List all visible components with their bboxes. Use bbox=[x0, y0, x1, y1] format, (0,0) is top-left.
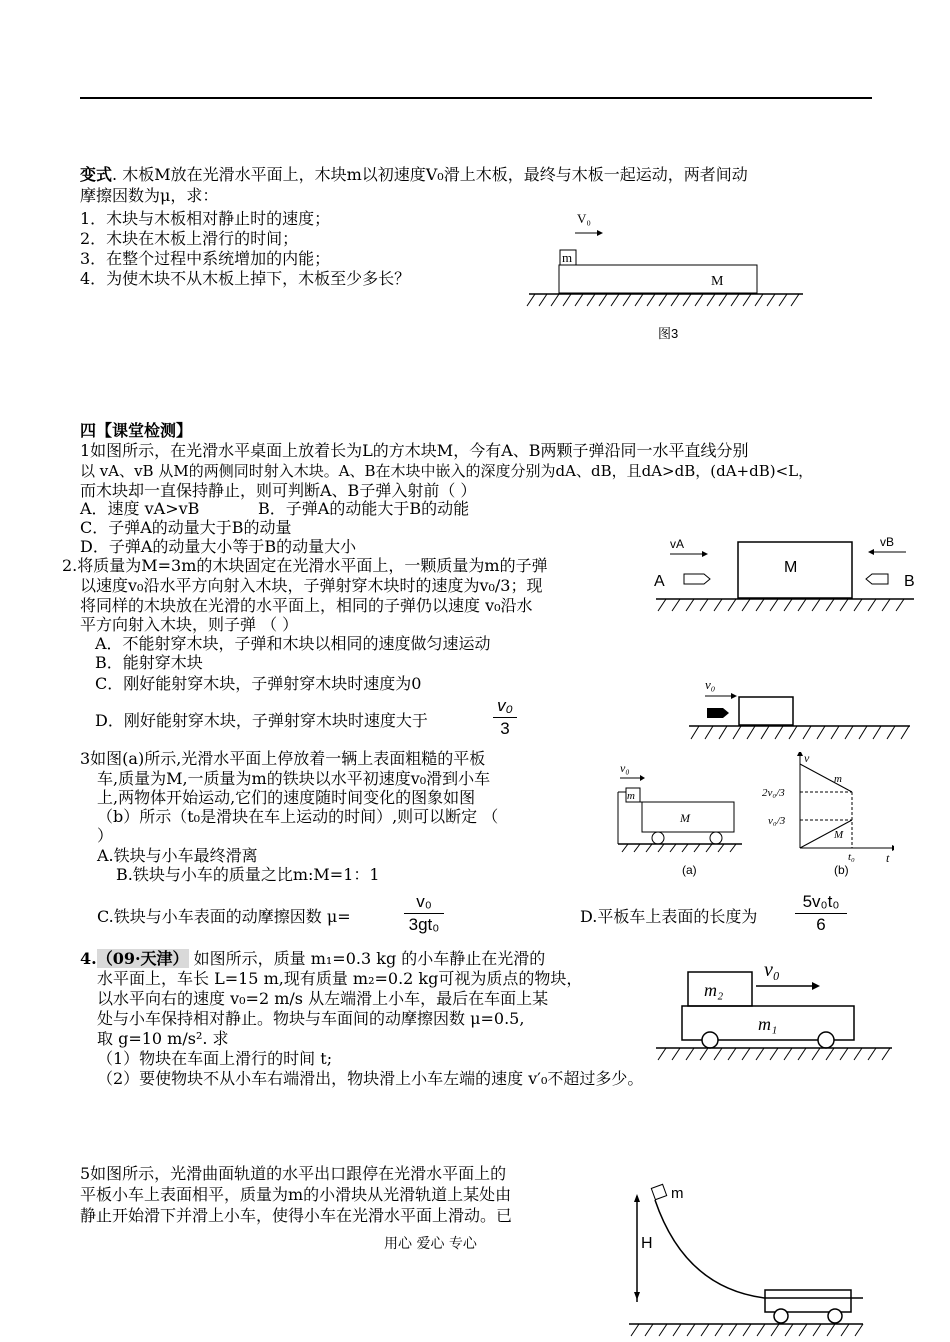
p3-option-a: A.铁块与小车最终滑离 bbox=[97, 846, 258, 865]
p4-line1: 4.（09·天津） 如图所示，质量 m₁=0.3 kg 的小车静止在光滑的 bbox=[80, 949, 546, 968]
p3-fraction-mu: v₀ 3gt₀ bbox=[404, 892, 444, 935]
header-rule bbox=[80, 97, 872, 99]
fig3-caption: 图3 bbox=[658, 326, 679, 341]
p2-fraction-v0-over-3: v₀ 3 bbox=[493, 696, 517, 739]
graph-line-m bbox=[800, 764, 852, 792]
p1-line1: 1如图所示，在光滑水平桌面上放着长为L的方木块M，今有A、B两颗子弹沿同一水平直线分别 bbox=[80, 441, 749, 460]
p1-line2: 以 vA、vB 从M的两侧同时射入木块。A、B在木块中嵌入的深度分别为dA、dB，且dA>dB，(dA+dB)<L， bbox=[80, 462, 814, 480]
p4-question-1: （1）物块在车面上滑行的时间 t; bbox=[97, 1049, 333, 1068]
p3-line2: 车,质量为M,一质量为m的铁块以水平初速度v₀滑到小车 bbox=[97, 769, 491, 788]
fig3-v0-label: V₀ bbox=[577, 211, 591, 226]
variant-q3: 3．在整个过程中系统增加的内能； bbox=[80, 249, 331, 268]
p2-line4: 平方向射入木块，则子弹 （ ） bbox=[80, 615, 299, 634]
p2-option-b: B．能射穿木块 bbox=[95, 653, 203, 672]
p3-line1: 3如图(a)所示,光滑水平面上停放着一辆上表面粗糙的平板 bbox=[80, 749, 486, 768]
p4-line5: 取 g=10 m/s². 求 bbox=[97, 1029, 229, 1048]
bullet bbox=[707, 708, 729, 718]
graph-line-M bbox=[800, 820, 852, 848]
variant-q4: 4．为使木块不从木板上掉下，木板至少多长？ bbox=[80, 269, 411, 288]
svg-text:M: M bbox=[784, 559, 798, 576]
p1-option-a: A．速度 vA>vB bbox=[80, 499, 200, 518]
variant-q2: 2．木块在木板上滑行的时间； bbox=[80, 229, 299, 248]
figure-p3-cart-and-graph bbox=[612, 752, 894, 880]
svg-text:A: A bbox=[654, 573, 665, 590]
svg-text:m₂: m₂ bbox=[704, 980, 724, 1000]
curved-track bbox=[655, 1200, 765, 1298]
svg-text:m: m bbox=[627, 790, 635, 802]
svg-text:v₀: v₀ bbox=[764, 959, 780, 981]
p4-line2: 水平面上，车长 L=15 m,现有质量 m₂=0.2 kg可视为质点的物块， bbox=[97, 969, 583, 988]
p3-option-c: C.铁块与小车表面的动摩擦因数 μ= bbox=[97, 907, 351, 926]
svg-text:t: t bbox=[886, 851, 890, 865]
svg-text:M: M bbox=[834, 829, 844, 841]
p1-option-b: B．子弹A的动能大于B的动能 bbox=[258, 499, 470, 518]
svg-text:m: m bbox=[834, 773, 842, 785]
p3-fraction-length: 5v₀t₀ 6 bbox=[795, 892, 847, 935]
p4-line3: 以水平向右的速度 v₀=2 m/s 从左端滑上小车，最后在车面上某 bbox=[97, 989, 549, 1008]
svg-text:m₁: m₁ bbox=[758, 1014, 778, 1034]
bullet-b bbox=[866, 574, 888, 584]
svg-text:(a): (a) bbox=[682, 863, 697, 877]
p2-option-d: D．刚好能射穿木块，子弹射穿木块时速度大于 bbox=[95, 711, 428, 730]
p4-question-2: （2）要使物块不从小车右端滑出，物块滑上小车左端的速度 v′₀不超过多少。 bbox=[97, 1069, 644, 1088]
svg-text:B: B bbox=[904, 573, 915, 590]
variant-q1: 1．木块与木板相对静止时的速度； bbox=[80, 209, 331, 228]
variant-line1: 变式. 木板M放在光滑水平面上，木块m以初速度V₀滑上木板，最终与木板一起运动，两者间动 bbox=[80, 165, 748, 184]
p4-line4: 处与小车保持相对静止。物块与车面间的动摩擦因数 μ=0.5, bbox=[97, 1009, 525, 1028]
p1-option-d: D．子弹A的动量大小等于B的动量大小 bbox=[80, 537, 357, 556]
svg-text:m: m bbox=[562, 250, 573, 265]
p2-option-c: C．刚好能射穿木块，子弹射穿木块时速度为0 bbox=[95, 674, 422, 693]
p3-line4: （b）所示（t₀是滑块在车上运动的时间）,则可以断定 （ bbox=[97, 807, 499, 826]
figure-p5-track-cart bbox=[625, 1178, 865, 1342]
bullet-a bbox=[684, 574, 710, 584]
figure-3-board-block bbox=[525, 205, 810, 345]
svg-text:v₀: v₀ bbox=[620, 761, 630, 775]
fig-p5-block-m bbox=[651, 1184, 666, 1199]
p1-line3: 而木块却一直保持静止，则可判断A、B子弹入射前（ ） bbox=[80, 481, 477, 500]
svg-text:v₀/3: v₀/3 bbox=[768, 815, 786, 827]
p2-line2: 以速度v₀沿水平方向射入木块，子弹射穿木块时的速度为v₀/3；现 bbox=[80, 576, 543, 595]
svg-text:M: M bbox=[711, 274, 724, 289]
svg-text:vB: vB bbox=[880, 535, 895, 549]
svg-text:m: m bbox=[671, 1185, 684, 1202]
fig-p5-cart bbox=[765, 1290, 851, 1312]
figure-p2-bullet-block bbox=[685, 676, 915, 746]
svg-text:v₀: v₀ bbox=[705, 677, 716, 692]
page-footer: 用心 爱心 专心 bbox=[384, 1236, 477, 1252]
svg-text:(b): (b) bbox=[834, 863, 849, 877]
variant-title: 变式 bbox=[80, 165, 113, 184]
p2-option-a: A．不能射穿木块，子弹和木块以相同的速度做匀速运动 bbox=[95, 634, 491, 653]
p5-line2: 平板小车上表面相平，质量为m的小滑块从光滑轨道上某处由 bbox=[80, 1185, 512, 1204]
p2-line1: 2.将质量为M=3m的木块固定在光滑水平面上，一颗质量为m的子弹 bbox=[62, 556, 548, 575]
p1-option-c: C．子弹A的动量大于B的动量 bbox=[80, 518, 292, 537]
svg-text:t₀: t₀ bbox=[848, 851, 855, 863]
fig3-board-M bbox=[559, 265, 757, 293]
p3-line5: ） bbox=[97, 826, 114, 845]
section-title: 四【课堂检测】 bbox=[80, 421, 193, 440]
p4-source-tag: （09·天津） bbox=[96, 949, 189, 968]
svg-text:M: M bbox=[680, 811, 690, 825]
p3-option-d: D.平板车上表面的长度为 bbox=[580, 907, 758, 926]
figure-p4-cart-block bbox=[652, 954, 897, 1066]
p3-option-b: B.铁块与小车的质量之比m:M=1：1 bbox=[116, 865, 380, 884]
p3-line3: 上,两物体开始运动,它们的速度随时间变化的图象如图 bbox=[97, 788, 476, 807]
svg-text:v: v bbox=[804, 752, 810, 765]
figure-p1-bullets-block bbox=[652, 532, 922, 620]
svg-text:H: H bbox=[641, 1235, 653, 1252]
p5-line1: 5如图所示，光滑曲面轨道的水平出口跟停在光滑水平面上的 bbox=[80, 1164, 507, 1183]
svg-text:2v₀/3: 2v₀/3 bbox=[762, 787, 785, 799]
p5-line3: 静止开始滑下并滑上小车，使得小车在光滑水平面上滑动。已 bbox=[80, 1206, 513, 1225]
svg-text:vA: vA bbox=[670, 537, 685, 551]
p2-line3: 将同样的木块放在光滑的水平面上，相同的子弹仍以速度 v₀沿水 bbox=[80, 596, 533, 615]
variant-line2: 摩擦因数为μ，求： bbox=[80, 186, 219, 205]
fig-p2-block bbox=[739, 697, 793, 725]
